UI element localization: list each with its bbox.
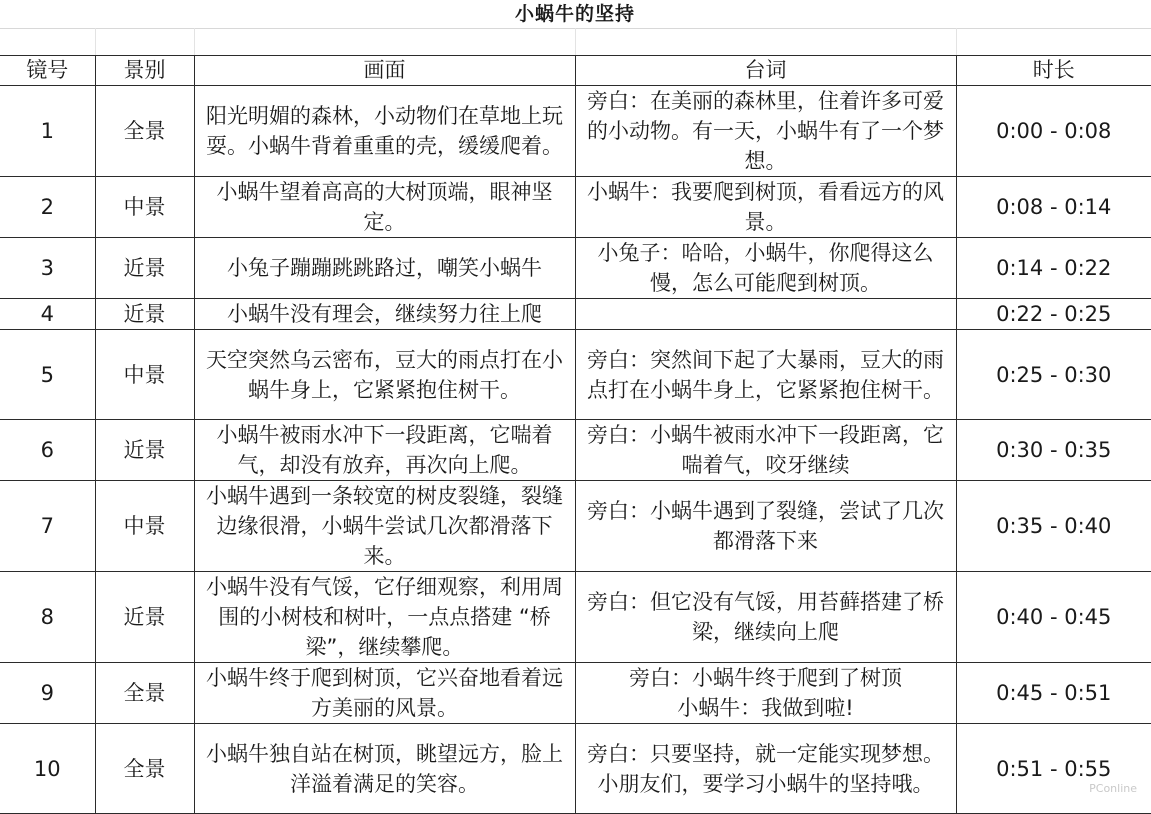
header-duration: 时长 [956,56,1151,86]
cell-shot-number: 4 [0,299,95,330]
cell-dialogue: 小蜗牛：我要爬到树顶，看看远方的风景。 [575,177,956,238]
blank-row [0,28,1151,56]
table-row [0,177,1151,238]
cell-dialogue: 旁白：突然间下起了大暴雨，豆大的雨点打在小蜗牛身上，它紧紧抱住树干。 [575,330,956,420]
header-scene: 画面 [194,56,575,86]
cell-scene: 小兔子蹦蹦跳跳路过，嘲笑小蜗牛 [194,238,575,299]
cell-scene: 小蜗牛没有气馁，它仔细观察，利用周围的小树枝和树叶，一点点搭建 “桥梁”，继续攀爬。 [194,572,575,663]
table-row [0,238,1151,299]
cell-scene: 小蜗牛遇到一条较宽的树皮裂缝，裂缝边缘很滑，小蜗牛尝试几次都滑落下来。 [194,481,575,572]
cell-shot-number: 1 [0,86,95,177]
cell-scene: 小蜗牛终于爬到树顶，它兴奋地看着远方美丽的风景。 [194,663,575,724]
table-row [0,299,1151,330]
grid-line [194,28,195,55]
cell-shot-size: 全景 [95,724,194,814]
cell-duration: 0:51 - 0:55 [956,724,1151,814]
cell-duration: 0:00 - 0:08 [956,86,1151,177]
cell-scene: 小蜗牛被雨水冲下一段距离，它喘着气，却没有放弃，再次向上爬。 [194,420,575,481]
table-row [0,724,1151,814]
cell-duration: 0:45 - 0:51 [956,663,1151,724]
table-body [0,86,1151,814]
cell-shot-size: 近景 [95,238,194,299]
cell-dialogue: 旁白：但它没有气馁，用苔藓搭建了桥梁，继续向上爬 [575,572,956,663]
cell-duration: 0:25 - 0:30 [956,330,1151,420]
cell-shot-number: 7 [0,481,95,572]
table-row [0,420,1151,481]
cell-scene: 阳光明媚的森林，小动物们在草地上玩耍。小蜗牛背着重重的壳，缓缓爬着。 [194,86,575,177]
cell-scene: 小蜗牛望着高高的大树顶端，眼神坚定。 [194,177,575,238]
cell-dialogue: 旁白：只要坚持，就一定能实现梦想。小朋友们，要学习小蜗牛的坚持哦。 [575,724,956,814]
cell-duration: 0:40 - 0:45 [956,572,1151,663]
header-row [0,56,1151,86]
cell-shot-number: 9 [0,663,95,724]
cell-shot-size: 全景 [95,663,194,724]
cell-duration: 0:08 - 0:14 [956,177,1151,238]
table-row [0,330,1151,420]
cell-scene: 小蜗牛独自站在树顶，眺望远方，脸上洋溢着满足的笑容。 [194,724,575,814]
watermark: PConline [1089,782,1137,795]
cell-shot-number: 5 [0,330,95,420]
cell-shot-size: 近景 [95,420,194,481]
table-row [0,572,1151,663]
cell-dialogue: 旁白：小蜗牛终于爬到了树顶 小蜗牛：我做到啦! [575,663,956,724]
cell-dialogue: 旁白：在美丽的森林里，住着许多可爱的小动物。有一天，小蜗牛有了一个梦想。 [575,86,956,177]
header-shot-size: 景别 [95,56,194,86]
table-row [0,481,1151,572]
table-row [0,86,1151,177]
cell-duration: 0:14 - 0:22 [956,238,1151,299]
cell-shot-size: 全景 [95,86,194,177]
cell-duration: 0:35 - 0:40 [956,481,1151,572]
cell-dialogue: 小兔子：哈哈，小蜗牛，你爬得这么慢，怎么可能爬到树顶。 [575,238,956,299]
grid-line [956,28,957,55]
cell-shot-number: 8 [0,572,95,663]
cell-scene: 小蜗牛没有理会，继续努力往上爬 [194,299,575,330]
cell-dialogue [575,299,956,330]
header-dialogue: 台词 [575,56,956,86]
cell-shot-size: 中景 [95,177,194,238]
cell-dialogue: 旁白：小蜗牛遇到了裂缝，尝试了几次都滑落下来 [575,481,956,572]
sheet-title: 小蜗牛的坚持 [514,3,635,25]
cell-scene: 天空突然乌云密布，豆大的雨点打在小蜗牛身上，它紧紧抱住树干。 [194,330,575,420]
storyboard-table [0,55,1151,814]
cell-shot-number: 6 [0,420,95,481]
cell-duration: 0:22 - 0:25 [956,299,1151,330]
table-row [0,663,1151,724]
cell-shot-size: 中景 [95,481,194,572]
grid-line [95,28,96,55]
cell-shot-size: 近景 [95,572,194,663]
cell-shot-size: 中景 [95,330,194,420]
title-row [0,0,1151,29]
cell-duration: 0:30 - 0:35 [956,420,1151,481]
cell-shot-size: 近景 [95,299,194,330]
cell-shot-number: 2 [0,177,95,238]
cell-shot-number: 3 [0,238,95,299]
header-shot-number: 镜号 [0,56,95,86]
cell-dialogue: 旁白：小蜗牛被雨水冲下一段距离，它喘着气，咬牙继续 [575,420,956,481]
grid-line [575,28,576,55]
cell-shot-number: 10 [0,724,95,814]
